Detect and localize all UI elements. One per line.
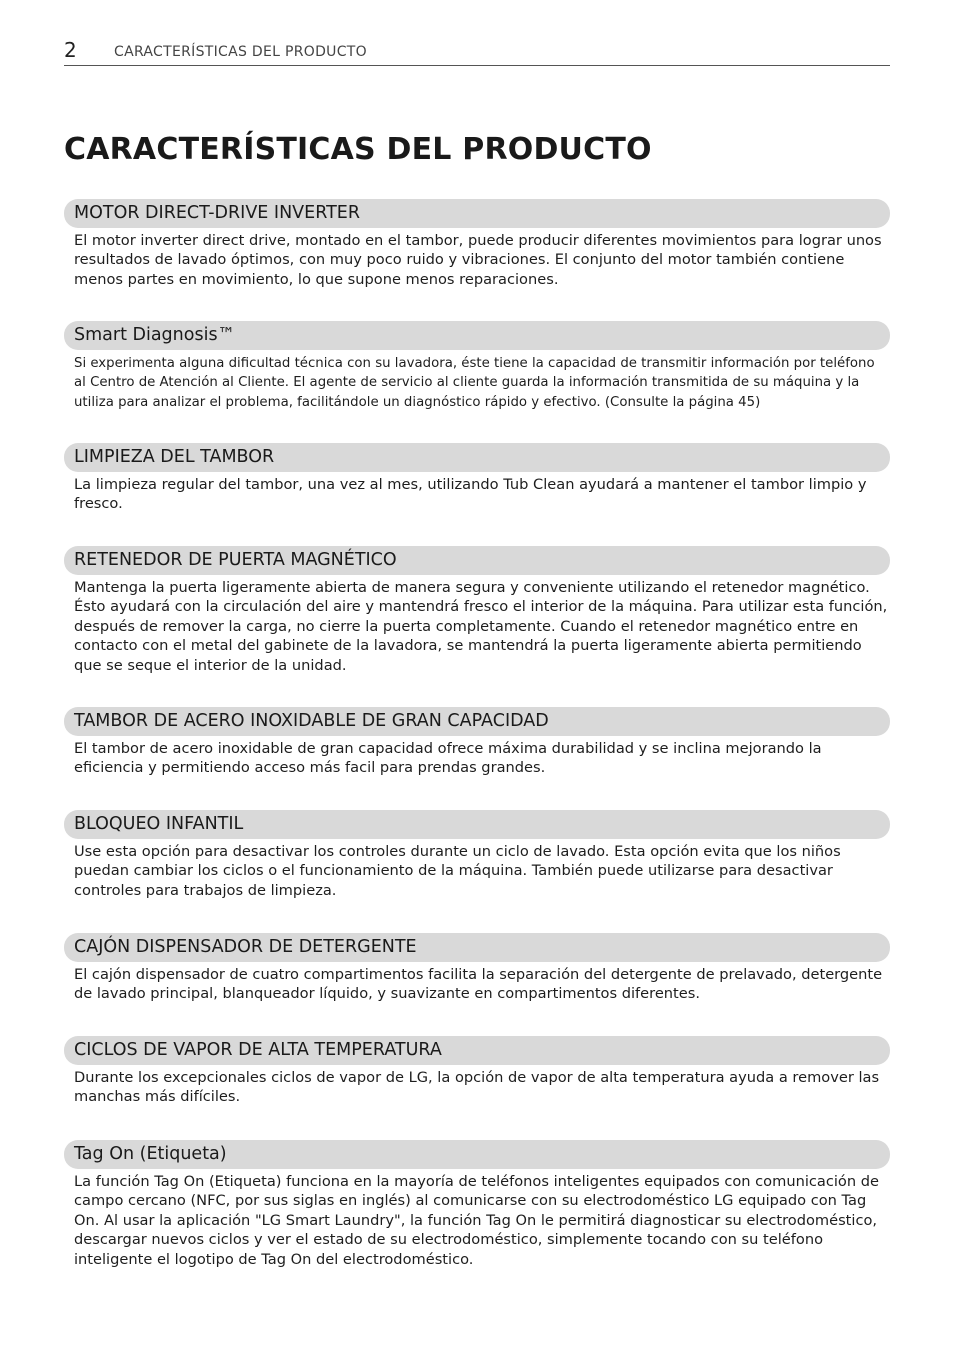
section-body: Use esta opción para desactivar los controles durante un ciclo de lavado. Esta opción evita que los niños puedan cambiar los ciclos o el funcionamiento de la máquina. También puede utilizarse para desactivar controles para trabajos de limpieza. bbox=[74, 843, 841, 899]
section-body: Si experimenta alguna dificultad técnica con su lavadora, éste tiene la capacidad de transmitir información por teléfono al Centro de Atención al Cliente. El agente de servicio al cliente guarda la información transmitida de su máquina y la utiliza para analizar el problema, facilitándole un diagnóstico rápido y efectivo. (Consulte la página 45) bbox=[74, 356, 875, 410]
running-title: CARACTERÍSTICAS DEL PRODUCTO bbox=[114, 44, 367, 60]
section-limpieza-tambor bbox=[64, 443, 890, 546]
section-bloqueo-infantil bbox=[64, 810, 890, 933]
section-heading: TAMBOR DE ACERO INOXIDABLE DE GRAN CAPACIDAD bbox=[64, 707, 890, 736]
section-retenedor-puerta bbox=[64, 546, 890, 707]
page-title: CARACTERÍSTICAS DEL PRODUCTO bbox=[64, 132, 652, 167]
section-heading: BLOQUEO INFANTIL bbox=[64, 810, 890, 839]
page-number: 2 bbox=[64, 38, 77, 62]
section-body: Mantenga la puerta ligeramente abierta de manera segura y conveniente utilizando el retenedor magnético. Ésto ayudará con la circulación del aire y mantendrá fresco el interior de la máquina. Para utilizar esta función, después de remover la carga, no cierre la puerta completamente. Cuando el retenedor magnético entre en contacto con el metal del gabinete de la lavadora, se mantendrá la puerta ligeramente abierta permitiendo que se seque el interior de la unidad. bbox=[74, 579, 888, 674]
section-smart-diagnosis bbox=[64, 321, 890, 443]
section-heading: CAJÓN DISPENSADOR DE DETERGENTE bbox=[64, 933, 890, 962]
section-heading: CICLOS DE VAPOR DE ALTA TEMPERATURA bbox=[64, 1036, 890, 1065]
section-tag-on bbox=[64, 1140, 890, 1269]
section-heading: Smart Diagnosis™ bbox=[64, 321, 890, 350]
section-body: El tambor de acero inoxidable de gran capacidad ofrece máxima durabilidad y se inclina mejorando la eficiencia y permitiendo acceso más facil para prendas grandes. bbox=[74, 740, 822, 777]
section-motor bbox=[64, 199, 890, 321]
section-body: El motor inverter direct drive, montado en el tambor, puede producir diferentes movimientos para lograr unos resultados de lavado óptimos, con muy poco ruido y vibraciones. El conjunto del motor también contiene menos partes en movimiento, lo que supone menos reparaciones. bbox=[74, 232, 882, 288]
section-heading: MOTOR DIRECT-DRIVE INVERTER bbox=[64, 199, 890, 228]
section-body: El cajón dispensador de cuatro compartimentos facilita la separación del detergente de prelavado, detergente de lavado principal, blanqueador líquido, y suavizante en compartimentos diferentes. bbox=[74, 966, 883, 1003]
section-body: La función Tag On (Etiqueta) funciona en la mayoría de teléfonos inteligentes equipados con comunicación de campo cercano (NFC, por sus siglas en inglés) al comunicarse con su electrodoméstico LG equipado con Tag On. Al usar la aplicación "LG Smart Laundry", la función Tag On le permitirá diagnosticar su electrodoméstico, descargar nuevos ciclos y ver el estado de su electrodoméstico, simplemente tocando con su teléfono inteligente el logotipo de Tag On del electrodoméstico. bbox=[74, 1173, 879, 1268]
section-cajon-dispensador bbox=[64, 933, 890, 1036]
section-ciclos-vapor bbox=[64, 1036, 890, 1140]
page-header bbox=[64, 38, 890, 66]
section-heading: LIMPIEZA DEL TAMBOR bbox=[64, 443, 890, 472]
section-body: La limpieza regular del tambor, una vez al mes, utilizando Tub Clean ayudará a mantener el tambor limpio y fresco. bbox=[74, 476, 867, 513]
section-heading: RETENEDOR DE PUERTA MAGNÉTICO bbox=[64, 546, 890, 575]
section-heading: Tag On (Etiqueta) bbox=[64, 1140, 890, 1169]
feature-sections bbox=[64, 199, 890, 1269]
section-body: Durante los excepcionales ciclos de vapor de LG, la opción de vapor de alta temperatura ayuda a remover las manchas más difíciles. bbox=[74, 1069, 880, 1106]
section-tambor-acero bbox=[64, 707, 890, 810]
